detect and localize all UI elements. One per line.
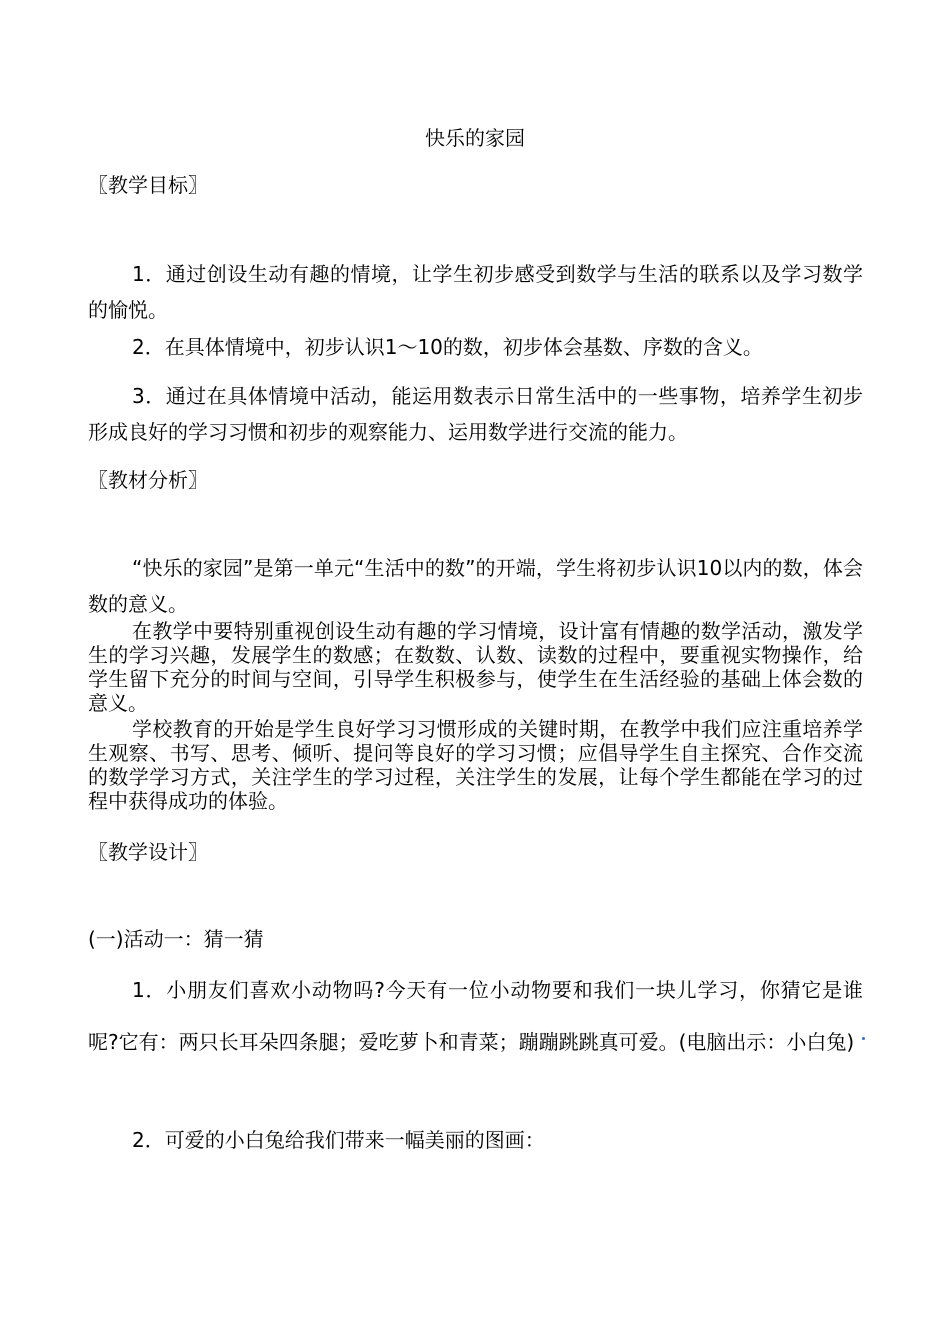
objective-item-1: 1．通过创设生动有趣的情境，让学生初步感受到数学与生活的联系以及学习数学的愉悦。 — [88, 262, 863, 322]
analysis-paragraph-2: 在教学中要特别重视创设生动有趣的学习情境，设计富有情趣的数学活动，激发学生的学习兴趣，发展学生的数感；在数数、认数、读数的过程中，要重视实物操作，给学生留下充分的时间与空间，引导学生积极参与，使学生在生活经验的基础上体会数的意义。 — [88, 619, 863, 715]
section-heading-design: 〖教学设计〗 — [88, 840, 208, 864]
objective-item-3: 3．通过在具体情境中活动，能运用数表示日常生活中的一些事物，培养学生初步形成良好的学习习惯和初步的观察能力、运用数学进行交流的能力。 — [88, 384, 863, 444]
analysis-paragraph-1: “快乐的家园”是第一单元“生活中的数”的开端，学生将初步认识10以内的数，体会数的意义。 — [88, 556, 863, 616]
section-heading-analysis: 〖教材分析〗 — [88, 468, 208, 492]
cursor-mark — [862, 1037, 865, 1040]
objective-item-2: 2．在具体情境中，初步认识1～10的数，初步体会基数、序数的含义。 — [132, 335, 763, 359]
activity-title: (一)活动一：猜一猜 — [88, 927, 264, 951]
activity-step-2: 2．可爱的小白兔给我们带来一幅美丽的图画： — [132, 1128, 545, 1152]
document-title: 快乐的家园 — [425, 126, 525, 150]
analysis-paragraph-3: 学校教育的开始是学生良好学习习惯形成的关键时期，在教学中我们应注重培养学生观察、书写、思考、倾听、提问等良好的学习习惯；应倡导学生自主探究、合作交流的数学学习方式，关注学生的学习过程，关注学生的发展，让每个学生都能在学习的过程中获得成功的体验。 — [88, 717, 863, 813]
activity-step-1: 1．小朋友们喜欢小动物吗?今天有一位小动物要和我们一块儿学习，你猜它是谁呢?它有：两只长耳朵四条腿；爱吃萝卜和青菜；蹦蹦跳跳真可爱。(电脑出示：小白兔) — [88, 978, 863, 1054]
section-heading-objectives: 〖教学目标〗 — [88, 173, 208, 197]
